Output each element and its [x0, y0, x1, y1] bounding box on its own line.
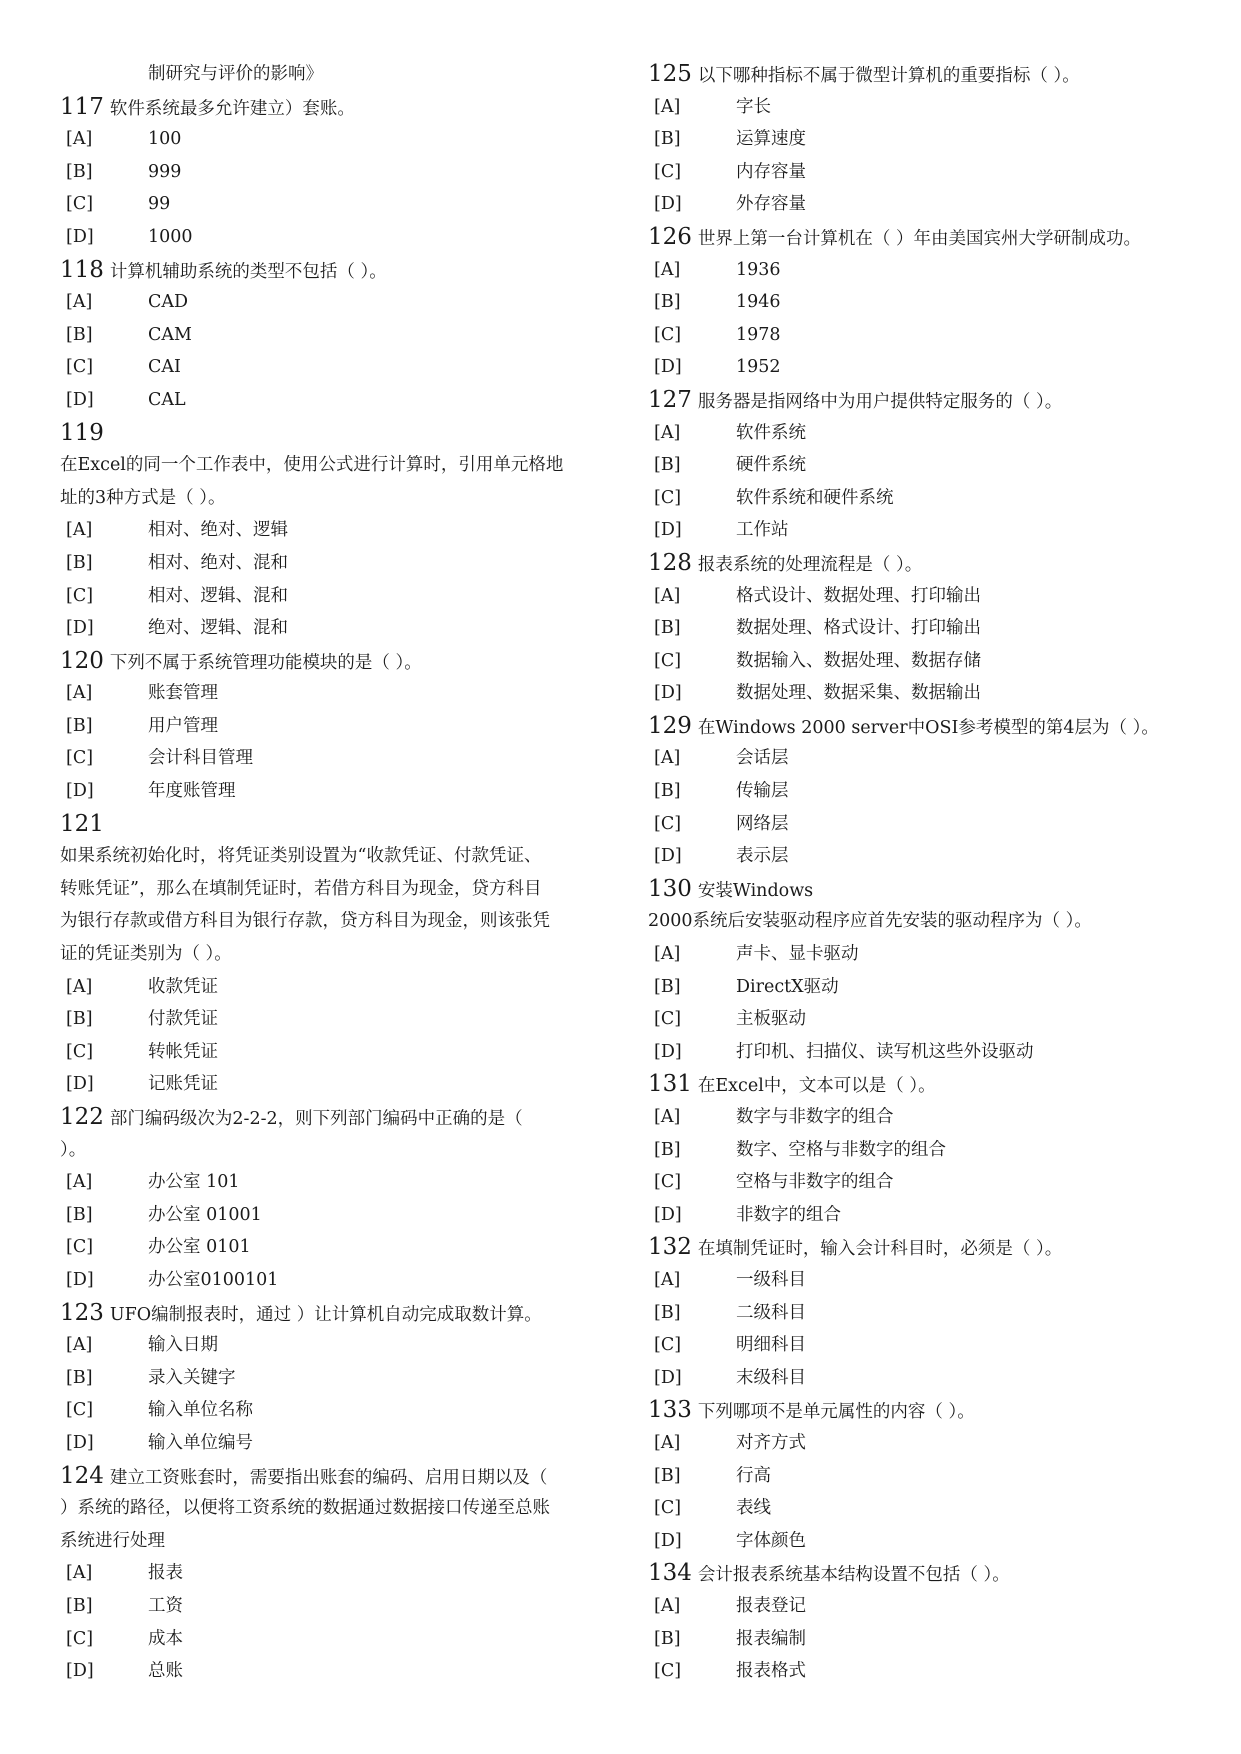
question-text-line	[60, 840, 600, 873]
option-text: CAM	[148, 324, 192, 345]
option-tag: [A]	[654, 422, 681, 443]
option-text: 办公室 101	[148, 1172, 240, 1193]
question-number: 133	[648, 1397, 692, 1424]
question-line	[60, 1297, 600, 1330]
question-line	[648, 1557, 1208, 1590]
option-text: 用户管理	[148, 715, 218, 736]
option-tag: [D]	[66, 1432, 94, 1453]
option-text: 1978	[736, 324, 781, 345]
question-number: 130	[648, 875, 692, 902]
option-text: CAI	[148, 357, 181, 378]
answer-option	[60, 1199, 600, 1232]
option-text: 末级科目	[736, 1367, 806, 1388]
option-tag: [A]	[66, 129, 93, 150]
option-text: 相对、绝对、混和	[148, 552, 288, 573]
answer-option	[648, 1655, 1208, 1688]
question-number: 123	[60, 1299, 104, 1326]
text-line: 系统进行处理	[60, 1530, 165, 1551]
answer-option	[648, 938, 1208, 971]
answer-option	[60, 1003, 600, 1036]
option-text: 会话层	[736, 748, 789, 769]
answer-option	[648, 1492, 1208, 1525]
answer-option	[648, 971, 1208, 1004]
answer-option	[648, 808, 1208, 841]
text-line: 为银行存款或借方科目为银行存款，贷方科目为现金，则该张凭	[60, 911, 550, 932]
option-tag: [C]	[654, 650, 682, 671]
question-text: 服务器是指网络中为用户提供特定服务的（ ）。	[697, 391, 1063, 412]
option-text: 年度账管理	[148, 781, 236, 802]
option-text: 空格与非数字的组合	[736, 1172, 894, 1193]
question-number: 132	[648, 1234, 692, 1261]
answer-option	[60, 1068, 600, 1101]
answer-option	[648, 1134, 1208, 1167]
question-text: 世界上第一台计算机在（ ）年由美国宾州大学研制成功。	[697, 228, 1141, 249]
question-number: 124	[60, 1462, 104, 1489]
option-text: 办公室 01001	[148, 1204, 262, 1225]
question-text-line	[60, 873, 600, 906]
option-tag: [B]	[654, 1302, 681, 1323]
answer-option	[648, 1362, 1208, 1395]
question-line	[60, 91, 600, 124]
text-line: 2000系统后安装驱动程序应首先安装的驱动程序为（ ）。	[648, 911, 1092, 932]
answer-option	[60, 286, 600, 319]
answer-option	[60, 319, 600, 352]
question-text: UFO编制报表时，通过 ）让计算机自动完成取数计算。	[109, 1304, 542, 1325]
option-text: 付款凭证	[148, 1009, 218, 1030]
option-tag: [B]	[654, 1139, 681, 1160]
question-text-line	[60, 1492, 600, 1525]
question-text: 部门编码级次为2-2-2，则下列部门编码中正确的是（	[109, 1109, 523, 1129]
option-text: 字长	[736, 96, 771, 117]
answer-option	[648, 645, 1208, 678]
question-line	[648, 58, 1208, 91]
option-text: 报表格式	[736, 1661, 806, 1682]
question-line	[60, 254, 600, 287]
option-tag: [A]	[654, 259, 681, 280]
option-text: 绝对、逻辑、混和	[148, 618, 288, 639]
option-text: 二级科目	[736, 1302, 806, 1323]
option-text: 声卡、显卡驱动	[736, 944, 859, 965]
left-column	[60, 58, 600, 1688]
answer-option	[60, 1557, 600, 1590]
question-text: 会计报表系统基本结构设置不包括（ ）。	[697, 1565, 1010, 1586]
answer-option	[648, 188, 1208, 221]
question-text: 下列不属于系统管理功能模块的是（ ）。	[109, 652, 422, 673]
option-tag: [B]	[654, 618, 681, 639]
answer-option	[648, 123, 1208, 156]
answer-option	[60, 1036, 600, 1069]
answer-option	[60, 1427, 600, 1460]
option-tag: [D]	[66, 1661, 94, 1682]
option-text: 录入关键字	[148, 1367, 236, 1388]
answer-option	[648, 1590, 1208, 1623]
question-line	[60, 1101, 600, 1134]
option-tag: [A]	[66, 1172, 93, 1193]
option-text: 行高	[736, 1465, 771, 1486]
text-line: ）系统的路径，以便将工资系统的数据通过数据接口传递至总账	[60, 1498, 550, 1519]
answer-option	[60, 1590, 600, 1623]
answer-option	[60, 1655, 600, 1688]
question-line	[648, 1068, 1208, 1101]
option-tag: [C]	[654, 1009, 682, 1030]
option-text: 打印机、扫描仪、读写机这些外设驱动	[736, 1041, 1034, 1062]
answer-option	[60, 971, 600, 1004]
option-tag: [C]	[654, 1498, 682, 1519]
answer-option	[648, 1329, 1208, 1362]
option-tag: [A]	[654, 585, 681, 606]
option-text: 工资	[148, 1595, 183, 1616]
option-text: 表线	[736, 1498, 771, 1519]
question-text: 在Windows 2000 server中OSI参考模型的第4层为（ ）。	[697, 717, 1159, 738]
question-line	[648, 384, 1208, 417]
question-number: 121	[60, 810, 104, 837]
option-tag: [D]	[654, 194, 682, 215]
option-tag: [B]	[66, 1204, 93, 1225]
option-tag: [D]	[654, 846, 682, 867]
question-number: 125	[648, 61, 692, 87]
question-text-line	[60, 449, 600, 482]
option-tag: [A]	[66, 683, 93, 704]
question-text-line	[60, 905, 600, 938]
option-text: 办公室 0101	[148, 1237, 251, 1258]
answer-option	[648, 514, 1208, 547]
option-text: 记账凭证	[148, 1074, 218, 1095]
answer-option	[60, 1394, 600, 1427]
question-text: 下列哪项不是单元属性的内容（ ）。	[697, 1402, 975, 1423]
answer-option	[60, 514, 600, 547]
question-text-line	[60, 1134, 600, 1167]
question-line	[648, 547, 1208, 580]
answer-option	[648, 1297, 1208, 1330]
option-text: 明细科目	[736, 1335, 806, 1356]
answer-option	[648, 742, 1208, 775]
answer-option	[60, 351, 600, 384]
option-text: 会计科目管理	[148, 748, 253, 769]
option-text: 成本	[148, 1628, 183, 1649]
option-tag: [D]	[654, 1204, 682, 1225]
question-number: 129	[648, 712, 692, 739]
option-tag: [B]	[654, 129, 681, 150]
answer-option	[60, 384, 600, 417]
option-text: 数据处理、数据采集、数据输出	[736, 683, 981, 704]
option-tag: [B]	[66, 1367, 93, 1388]
option-tag: [C]	[654, 813, 682, 834]
question-line	[60, 645, 600, 678]
option-text: 一级科目	[736, 1269, 806, 1290]
answer-option	[648, 612, 1208, 645]
option-tag: [A]	[654, 1595, 681, 1616]
option-tag: [C]	[66, 585, 94, 606]
option-tag: [B]	[66, 715, 93, 736]
option-tag: [B]	[654, 1465, 681, 1486]
option-tag: [B]	[66, 1595, 93, 1616]
question-number-line	[60, 808, 600, 841]
right-column	[648, 58, 1208, 1688]
answer-option	[60, 221, 600, 254]
option-tag: [A]	[654, 1432, 681, 1453]
option-text: 硬件系统	[736, 455, 806, 476]
answer-option	[648, 254, 1208, 287]
option-text: 软件系统和硬件系统	[736, 487, 894, 508]
answer-option	[60, 1329, 600, 1362]
question-line	[648, 221, 1208, 254]
answer-option	[648, 1166, 1208, 1199]
answer-option	[648, 1036, 1208, 1069]
question-line	[648, 1394, 1208, 1427]
option-text: 报表登记	[736, 1595, 806, 1616]
option-text: 1946	[736, 292, 781, 313]
answer-option	[648, 1199, 1208, 1232]
option-tag: [C]	[654, 1335, 682, 1356]
answer-option	[648, 286, 1208, 319]
answer-option	[60, 1362, 600, 1395]
answer-option	[648, 580, 1208, 613]
answer-option	[60, 580, 600, 613]
question-line	[648, 1231, 1208, 1264]
option-tag: [B]	[66, 161, 93, 182]
option-text: 输入单位名称	[148, 1400, 253, 1421]
option-tag: [C]	[654, 487, 682, 508]
text-line: 制研究与评价的影响》	[148, 64, 323, 84]
option-tag: [D]	[66, 1074, 94, 1095]
option-tag: [A]	[66, 1563, 93, 1584]
answer-option	[60, 1623, 600, 1656]
option-tag: [B]	[654, 976, 681, 997]
option-text: 非数字的组合	[736, 1204, 841, 1225]
answer-option	[648, 1101, 1208, 1134]
answer-option	[60, 547, 600, 580]
answer-option	[60, 1166, 600, 1199]
option-tag: [A]	[66, 520, 93, 541]
answer-option	[648, 775, 1208, 808]
answer-option	[648, 91, 1208, 124]
answer-option	[60, 677, 600, 710]
option-text: 1936	[736, 259, 781, 280]
option-text: 账套管理	[148, 683, 218, 704]
option-text: 内存容量	[736, 161, 806, 182]
answer-option	[648, 319, 1208, 352]
question-number: 126	[648, 223, 692, 250]
answer-option	[648, 1264, 1208, 1297]
text-line: ）。	[60, 1139, 87, 1160]
text-line: 在Excel的同一个工作表中，使用公式进行计算时，引用单元格地	[60, 455, 564, 476]
answer-option	[60, 612, 600, 645]
answer-option	[648, 351, 1208, 384]
option-text: 数字与非数字的组合	[736, 1107, 894, 1127]
option-tag: [B]	[66, 1009, 93, 1030]
option-tag: [C]	[66, 1237, 94, 1258]
question-line	[648, 710, 1208, 743]
question-number: 131	[648, 1071, 692, 1098]
answer-option	[648, 417, 1208, 450]
option-text: 工作站	[736, 520, 789, 541]
answer-option	[648, 1003, 1208, 1036]
option-text: 传输层	[736, 781, 789, 802]
option-text: 相对、绝对、逻辑	[148, 520, 288, 541]
option-text: 1952	[736, 357, 781, 378]
option-tag: [A]	[654, 96, 681, 117]
answer-option	[60, 156, 600, 189]
option-tag: [B]	[66, 324, 93, 345]
question-number: 122	[60, 1104, 104, 1130]
option-text: 格式设计、数据处理、打印输出	[736, 585, 981, 606]
answer-option	[60, 775, 600, 808]
option-text: 报表	[148, 1563, 183, 1584]
option-text: 100	[148, 129, 182, 150]
option-text: 软件系统	[736, 422, 806, 443]
option-tag: [A]	[654, 1269, 681, 1290]
question-text-line	[60, 938, 600, 971]
question-number: 118	[60, 256, 104, 283]
continuation-text	[60, 58, 600, 91]
option-tag: [A]	[654, 748, 681, 769]
option-text: 输入单位编号	[148, 1432, 253, 1453]
option-tag: [C]	[66, 194, 94, 215]
option-text: 数据处理、格式设计、打印输出	[736, 618, 981, 639]
question-text: 报表系统的处理流程是（ ）。	[697, 554, 923, 575]
option-tag: [C]	[66, 1041, 94, 1062]
question-text-line	[60, 482, 600, 515]
question-text-line	[60, 1525, 600, 1558]
answer-option	[648, 482, 1208, 515]
answer-option	[648, 677, 1208, 710]
answer-option	[648, 1427, 1208, 1460]
option-text: 对齐方式	[736, 1432, 806, 1453]
option-tag: [B]	[654, 1628, 681, 1649]
question-number: 119	[60, 419, 104, 446]
option-text: 外存容量	[736, 194, 806, 215]
option-tag: [C]	[654, 324, 682, 345]
option-tag: [C]	[66, 748, 94, 769]
answer-option	[648, 156, 1208, 189]
option-tag: [B]	[654, 455, 681, 476]
answer-option	[648, 840, 1208, 873]
option-tag: [B]	[654, 292, 681, 313]
question-number: 120	[60, 647, 104, 674]
question-number: 128	[648, 549, 692, 576]
option-tag: [A]	[654, 944, 681, 965]
question-line	[60, 1460, 600, 1493]
answer-option	[60, 710, 600, 743]
option-text: 收款凭证	[148, 976, 218, 997]
text-line: 如果系统初始化时，将凭证类别设置为“收款凭证、付款凭证、	[60, 846, 542, 867]
question-text: 以下哪种指标不属于微型计算机的重要指标（ ）。	[697, 66, 1080, 86]
option-text: 总账	[148, 1661, 183, 1682]
option-tag: [D]	[66, 618, 94, 639]
answer-option	[60, 188, 600, 221]
option-text: 网络层	[736, 813, 789, 834]
question-line	[648, 873, 1208, 906]
option-text: 999	[148, 161, 182, 182]
question-number: 127	[648, 386, 692, 413]
option-tag: [C]	[654, 161, 682, 182]
option-text: 表示层	[736, 846, 789, 867]
option-tag: [D]	[654, 357, 682, 378]
text-line: 转账凭证”，那么在填制凭证时，若借方科目为现金，贷方科目	[60, 878, 542, 899]
option-tag: [D]	[654, 520, 682, 541]
option-tag: [D]	[654, 1367, 682, 1388]
question-text: 在Excel中，文本可以是（ ）。	[697, 1076, 936, 1097]
option-tag: [C]	[66, 1628, 94, 1649]
answer-option	[648, 449, 1208, 482]
option-text: 报表编制	[736, 1628, 806, 1649]
question-text: 软件系统最多允许建立）套账。	[109, 98, 355, 119]
question-text-line	[648, 905, 1208, 938]
option-tag: [C]	[654, 1661, 682, 1682]
option-text: 1000	[148, 226, 193, 247]
text-line: 址的3种方式是（ ）。	[60, 487, 226, 508]
option-tag: [D]	[66, 389, 94, 410]
option-tag: [C]	[66, 1400, 94, 1421]
option-tag: [A]	[66, 292, 93, 313]
question-number: 117	[60, 93, 104, 120]
question-text: 建立工资账套时，需要指出账套的编码、启用日期以及（	[109, 1467, 548, 1488]
answer-option	[60, 123, 600, 156]
question-text: 安装Windows	[697, 880, 814, 901]
option-text: 转帐凭证	[148, 1041, 218, 1062]
answer-option	[648, 1525, 1208, 1558]
option-text: 相对、逻辑、混和	[148, 585, 288, 606]
option-tag: [D]	[654, 683, 682, 704]
option-text: 数字、空格与非数字的组合	[736, 1139, 946, 1160]
option-text: 运算速度	[736, 129, 806, 150]
option-tag: [D]	[654, 1041, 682, 1062]
text-line: 证的凭证类别为（ ）。	[60, 944, 232, 965]
option-tag: [D]	[66, 1269, 94, 1290]
option-tag: [C]	[654, 1172, 682, 1193]
option-tag: [D]	[66, 781, 94, 802]
option-text: 主板驱动	[736, 1009, 806, 1030]
option-text: 办公室0100101	[148, 1269, 279, 1290]
option-text: DirectX驱动	[736, 976, 839, 997]
answer-option	[60, 1264, 600, 1297]
option-text: 99	[148, 194, 171, 215]
option-tag: [C]	[66, 357, 94, 378]
option-tag: [A]	[66, 1335, 93, 1356]
option-text: 输入日期	[148, 1335, 218, 1356]
question-text: 计算机辅助系统的类型不包括（ ）。	[109, 261, 387, 282]
answer-option	[648, 1623, 1208, 1656]
option-tag: [D]	[654, 1530, 682, 1551]
option-tag: [B]	[654, 781, 681, 802]
option-tag: [A]	[654, 1107, 681, 1127]
answer-option	[60, 1231, 600, 1264]
question-number: 134	[648, 1560, 692, 1587]
answer-option	[60, 742, 600, 775]
option-text: 字体颜色	[736, 1530, 806, 1551]
question-text: 在填制凭证时，输入会计科目时，必须是（ ）。	[697, 1239, 1063, 1260]
option-text: 数据输入、数据处理、数据存储	[736, 650, 981, 671]
option-tag: [B]	[66, 552, 93, 573]
question-number-line	[60, 417, 600, 450]
option-text: CAD	[148, 292, 189, 313]
option-tag: [A]	[66, 976, 93, 997]
option-tag: [D]	[66, 226, 94, 247]
answer-option	[648, 1460, 1208, 1493]
option-text: CAL	[148, 389, 186, 410]
